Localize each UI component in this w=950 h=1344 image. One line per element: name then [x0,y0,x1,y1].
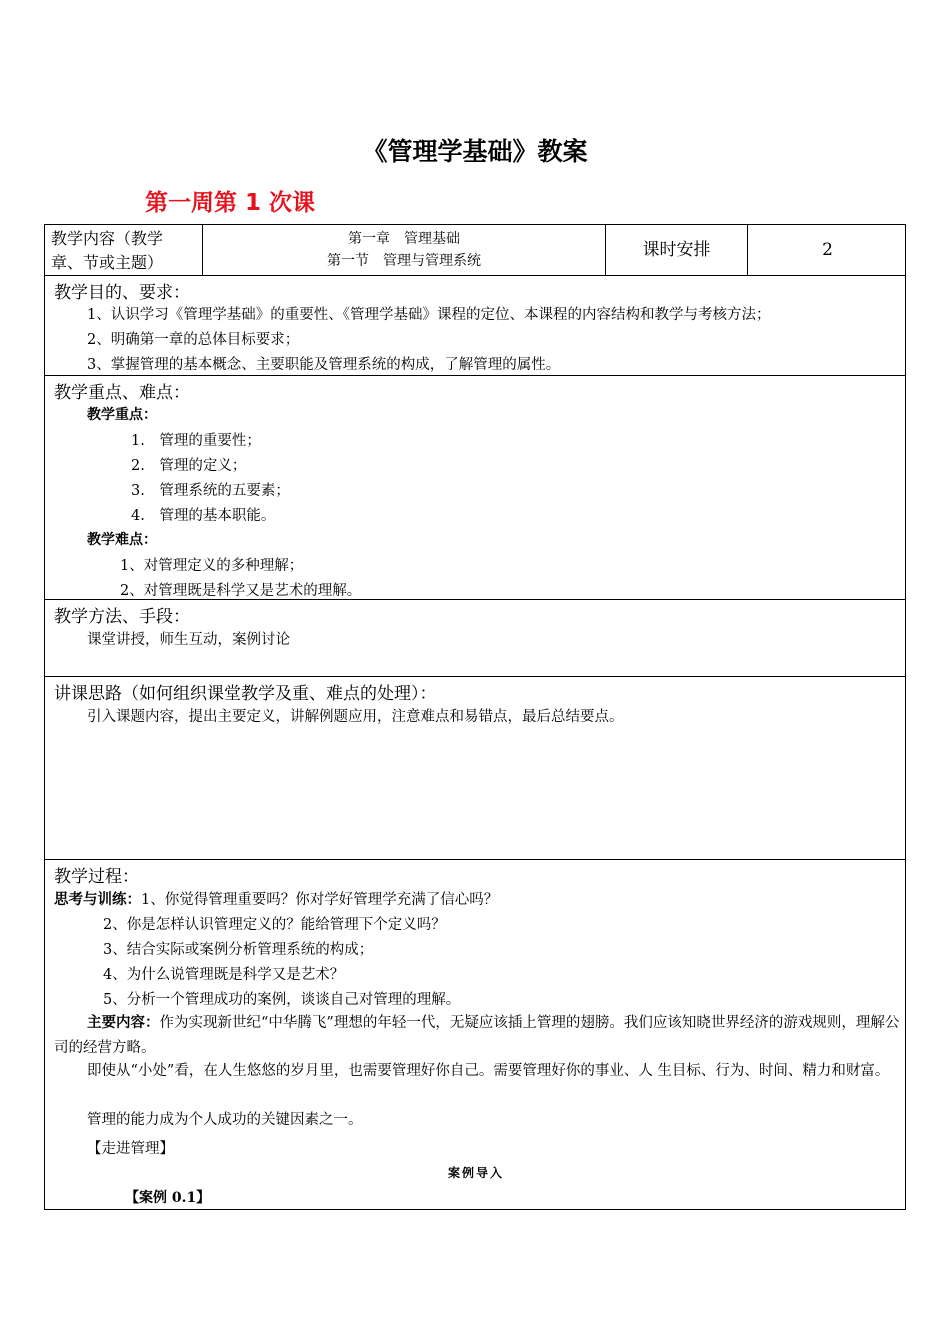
objective-item: 3、掌握管理的基本概念、主要职能及管理系统的构成，了解管理的属性。 [87,357,561,373]
paragraph-3: 管理的能力成为个人成功的关键因素之一。 [87,1112,363,1128]
approach-section [44,677,906,860]
training-item: 5、分析一个管理成功的案例，谈谈自己对管理的理解。 [103,992,461,1008]
case-title: 案例导入 [447,1166,504,1180]
process-heading: 教学过程： [54,867,139,887]
chapter-cell [203,225,606,275]
approach-heading: 讲课思路（如何组织课堂教学及重、难点的处理）： [54,684,437,704]
difficulty-item: 2、对管理既是科学又是艺术的理解。 [120,583,362,599]
focus-item: 1. 管理的重要性； [131,433,261,449]
objectives-heading: 教学目的、要求： [54,283,190,303]
difficulty-item: 1、对管理定义的多种理解； [120,558,304,574]
focus-label: 教学重点： [87,407,157,423]
training-item: 2、你是怎样认识管理定义的？能给管理下个定义吗？ [103,917,446,933]
difficulty-label: 教学难点： [87,532,157,548]
methods-heading: 教学方法、手段： [54,607,190,627]
focus-item: 2. 管理的定义； [131,458,247,474]
training-item: 3、结合实际或案例分析管理系统的构成； [103,942,374,958]
lesson-subtitle: 第一周第 1 次课 [145,190,316,216]
methods-text: 课堂讲授，师生互动，案例讨论 [87,632,290,648]
chapter-title: 第一章 管理基础 [348,231,460,247]
paragraph-2: 即使从“小处”看，在人生悠悠的岁月里，也需要管理好你自己。需要管理好你的事业、人 生目标、行为、时间、精力和财富。 [87,1063,890,1079]
focus-item: 4. 管理的基本职能。 [131,508,276,524]
training-item: 4、为什么说管理既是科学又是艺术？ [103,967,345,983]
content-label-cell [45,225,203,275]
section-title: 第一节 管理与管理系统 [327,253,481,269]
header-row [44,224,906,276]
training-label: 思考与训练： [54,891,141,908]
approach-text: 引入课题内容，提出主要定义，讲解例题应用，注意难点和易错点，最后总结要点。 [87,709,624,725]
methods-section [44,600,906,677]
section-tag: 【走进管理】 [87,1141,174,1157]
key-points-heading: 教学重点、难点： [54,383,190,403]
key-points-section [44,376,906,600]
document-title: 《管理学基础》教案 [362,137,588,166]
case-reference: 【案例 0.1】 [125,1190,211,1206]
main-content-paragraph [54,1010,900,1061]
objective-item: 1、认识学习《管理学基础》的重要性、《管理学基础》课程的定位、本课程的内容结构和教学与考核方法； [87,307,771,323]
focus-item: 3. 管理系统的五要素； [131,483,290,499]
training-item: 1、你觉得管理重要吗？你对学好管理学充满了信心吗？ [141,892,499,908]
hours-label: 课时安排 [606,225,748,275]
objective-item: 2、明确第一章的总体目标要求； [87,332,300,348]
training-line [54,888,498,909]
hours-value: 2 [822,240,833,260]
content-label-line1: 教学内容（教学 [51,229,164,248]
main-content-text: 作为实现新世纪“中华腾飞”理想的年轻一代，无疑应该插上管理的翅膀。我们应该知晓世界经济的游戏规则，理解公司的经营方略。 [54,1015,900,1056]
objectives-section [44,276,906,376]
content-label-line2: 章、节或主题） [51,253,164,272]
main-content-label: 主要内容： [87,1014,160,1031]
process-section [44,860,906,1210]
